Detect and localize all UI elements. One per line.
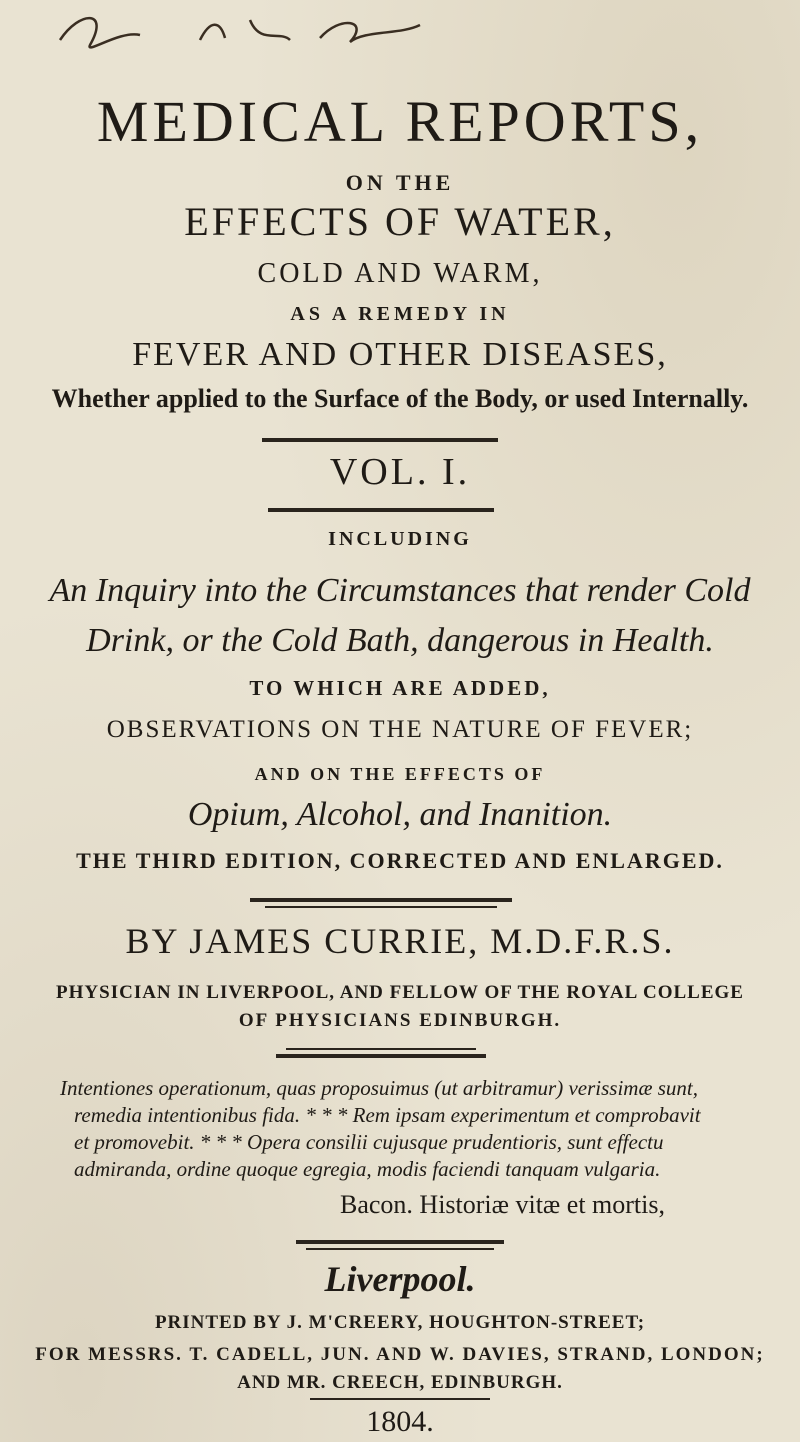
divider (250, 898, 512, 902)
opium-line: Opium, Alcohol, and Inanition. (187, 796, 613, 833)
subtitle-fever: FEVER AND OTHER DISEASES, (132, 336, 668, 373)
epigraph-line: remedia intentionibus fida. * * * Rem ipsam experimentum et comprobavit (74, 1103, 701, 1127)
main-title: MEDICAL REPORTS, (96, 89, 704, 154)
year: 1804. (366, 1405, 434, 1438)
divider (286, 1048, 476, 1050)
author-position-2: OF PHYSICIANS EDINBURGH. (238, 1010, 562, 1031)
inquiry-line-2: Drink, or the Cold Bath, dangerous in Health. (86, 622, 714, 659)
handwritten-signature (20, 0, 580, 60)
divider (276, 1054, 486, 1058)
printed-by: PRINTED BY J. M'CREERY, HOUGHTON-STREET; (154, 1312, 646, 1333)
author: BY JAMES CURRIE, M.D.F.R.S. (125, 921, 675, 961)
attribution: Bacon. Historiæ vitæ et mortis, (340, 1190, 665, 1219)
divider (262, 438, 498, 442)
subtitle-cold-warm: COLD AND WARM, (257, 258, 543, 289)
on-the: ON THE (345, 170, 455, 195)
including: INCLUDING (328, 528, 472, 550)
divider (268, 508, 494, 512)
divider (306, 1248, 494, 1250)
divider (310, 1398, 490, 1400)
divider (296, 1240, 504, 1244)
as-a-remedy: AS A REMEDY IN (290, 303, 510, 325)
and-mr: AND MR. CREECH, EDINBURGH. (237, 1372, 563, 1393)
divider (265, 906, 497, 908)
epigraph-line: et promovebit. * * * Opera consilii cujusque prudentioris, sunt effectu (74, 1130, 664, 1154)
whether-line: Whether applied to the Surface of the Body, or used Internally. (51, 384, 749, 413)
subtitle-effects: EFFECTS OF WATER, (184, 199, 616, 244)
epigraph-line: admiranda, ordine quoque egregia, modis faciendi tanquam vulgaria. (74, 1157, 661, 1181)
inquiry-line-1: An Inquiry into the Circumstances that render Cold (49, 572, 751, 609)
epigraph-line: Intentiones operationum, quas proposuimus (ut arbitramur) verissimæ sunt, (60, 1076, 698, 1100)
observations: OBSERVATIONS ON THE NATURE OF FEVER; (106, 716, 694, 743)
for-messrs: FOR MESSRS. T. CADELL, JUN. AND W. DAVIES, STRAND, LONDON; (35, 1344, 765, 1365)
edition: THE THIRD EDITION, CORRECTED AND ENLARGED. (76, 848, 724, 873)
to-which: TO WHICH ARE ADDED, (249, 676, 551, 700)
author-position-1: PHYSICIAN IN LIVERPOOL, AND FELLOW OF THE ROYAL COLLEGE (56, 982, 744, 1003)
epigraph (60, 1075, 760, 1183)
and-on: AND ON THE EFFECTS OF (254, 764, 546, 784)
place: Liverpool. (324, 1259, 476, 1299)
volume: VOL. I. (329, 451, 471, 493)
